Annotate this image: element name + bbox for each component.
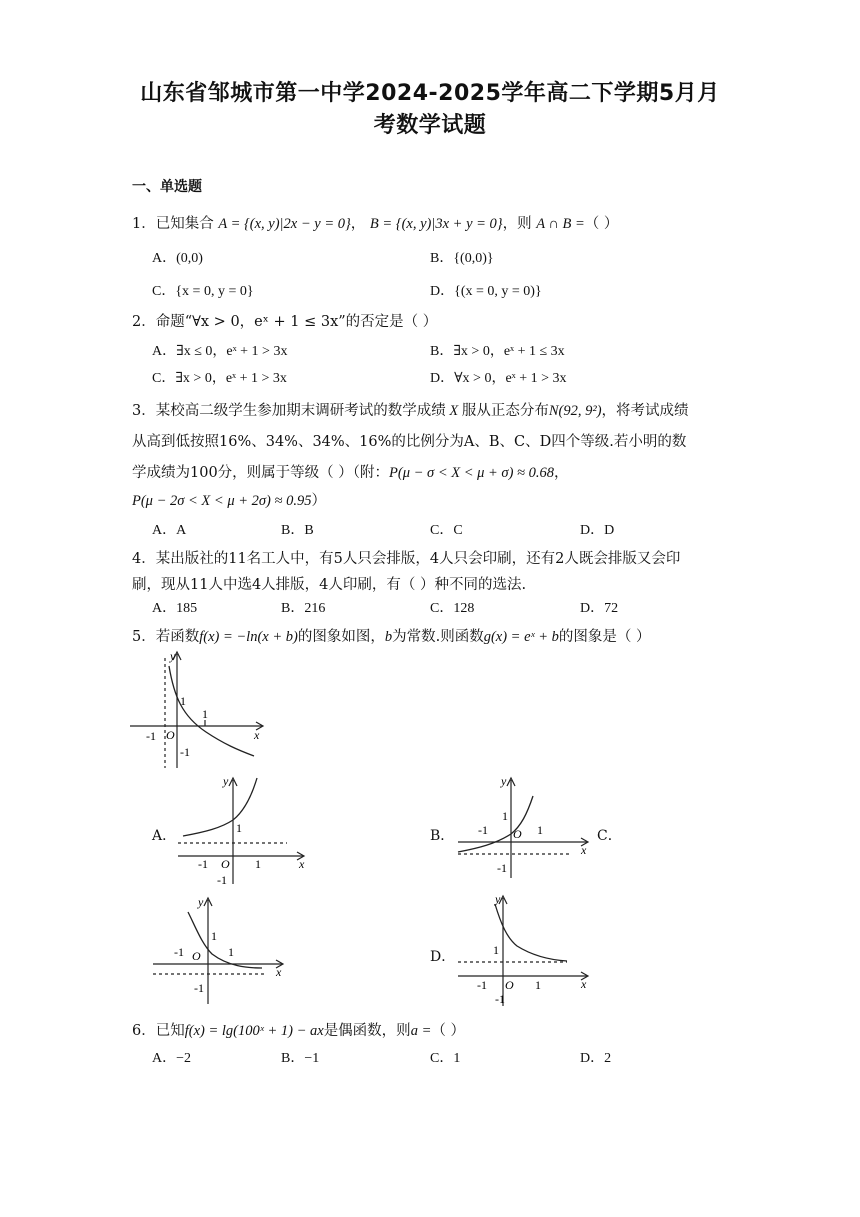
svg-text:1: 1: [236, 821, 242, 835]
q3-distribution: N(92, 9²): [548, 403, 602, 419]
q5-option-b-graph[interactable]: [455, 772, 595, 882]
question-4-line2: 刷，现从11人中选4人排版，4人印刷，有（ ）种不同的选法.: [132, 577, 527, 593]
svg-text:x: x: [276, 965, 282, 979]
svg-text:-1: -1: [174, 945, 184, 959]
svg-text:-1: -1: [477, 978, 487, 992]
q1-option-b[interactable]: B．{(0,0)}: [430, 251, 494, 266]
q5-f: f(x) = −ln(x + b): [199, 629, 298, 645]
svg-text:y: y: [223, 774, 229, 788]
q2-option-a[interactable]: A．∃x ≤ 0，eˣ + 1 > 3x: [152, 344, 288, 359]
question-1: 1．已知集合 A = {(x, y)|2x − y = 0}， B = {(x, y)|3x + y = 0}，则 A ∩ B =（ ）: [132, 216, 619, 232]
q3-option-c[interactable]: C．C: [430, 523, 463, 538]
question-2: 2．命题“∀x > 0，eˣ + 1 ≤ 3x”的否定是（ ）: [132, 314, 438, 330]
svg-text:O: O: [192, 949, 201, 963]
q5-g: g(x) = eˣ + b: [483, 629, 559, 645]
q6-a: a =: [410, 1023, 432, 1039]
svg-text:x: x: [581, 843, 587, 857]
q4-option-b[interactable]: B．216: [281, 601, 326, 616]
svg-text:y: y: [198, 895, 204, 909]
svg-text:1: 1: [535, 978, 541, 992]
svg-text:1: 1: [255, 857, 261, 871]
q6-f: f(x) = lg(100ˣ + 1) − ax: [184, 1023, 324, 1039]
q3-option-a[interactable]: A．A: [152, 523, 187, 538]
q3-option-b[interactable]: B．B: [281, 523, 314, 538]
q4-option-a[interactable]: A．185: [152, 601, 198, 616]
svg-text:O: O: [513, 827, 522, 841]
page-title-line1: 山东省邹城市第一中学2024-2025学年高二下学期5月月: [140, 81, 720, 106]
q5-given-graph: [128, 648, 273, 773]
svg-text:y: y: [170, 649, 176, 663]
q2-option-c[interactable]: C．∃x > 0，eˣ + 1 > 3x: [152, 371, 287, 386]
svg-text:x: x: [254, 728, 260, 742]
svg-text:-1: -1: [217, 873, 227, 887]
svg-text:x: x: [581, 977, 587, 991]
svg-text:1: 1: [537, 823, 543, 837]
svg-text:x: x: [299, 857, 305, 871]
q5-option-a-graph[interactable]: [175, 772, 310, 887]
q2-option-b[interactable]: B．∃x > 0，eˣ + 1 ≤ 3x: [430, 344, 565, 359]
svg-text:O: O: [166, 728, 175, 742]
question-3-line3: 学成绩为100分，则属于等级（ ）（附：P(μ − σ < X < μ + σ) ≈ 0.68，: [132, 465, 569, 481]
q5-option-a-label[interactable]: A．: [152, 828, 177, 844]
svg-text:1: 1: [211, 929, 217, 943]
q6-option-d[interactable]: D．2: [580, 1051, 612, 1066]
svg-text:1: 1: [493, 943, 499, 957]
svg-text:y: y: [501, 774, 507, 788]
question-3-line2: 从高到低按照16%、34%、34%、16%的比例分为A、B、C、D四个等级.若小明的数: [132, 434, 687, 450]
section-heading-single-choice: 一、单选题: [132, 179, 202, 195]
q4-option-c[interactable]: C．128: [430, 601, 475, 616]
q5-option-d-label[interactable]: D．: [430, 949, 456, 965]
question-5: 5．若函数f(x) = −ln(x + b)的图象如图，b为常数.则函数g(x) = eˣ + b的图象是（ ）: [132, 629, 651, 645]
svg-text:1: 1: [180, 694, 186, 708]
svg-text:-1: -1: [198, 857, 208, 871]
q6-option-c[interactable]: C．1: [430, 1051, 461, 1066]
q1-option-a[interactable]: A．(0,0): [152, 251, 203, 266]
q5-option-d-graph[interactable]: [455, 890, 595, 1010]
svg-text:-1: -1: [495, 992, 505, 1006]
question-4-line1: 4．某出版社的11名工人中，有5人只会排版，4人只会印刷，还有2人既会排版又会印: [132, 551, 681, 567]
svg-text:-1: -1: [180, 745, 190, 759]
question-3-line4: P(μ − 2σ < X < μ + 2σ) ≈ 0.95）: [132, 493, 326, 509]
page-title-line2: 考数学试题: [373, 113, 487, 138]
svg-text:-1: -1: [478, 823, 488, 837]
q3-prob-1: P(μ − σ < X < μ + σ) ≈ 0.68: [389, 465, 554, 481]
svg-text:-1: -1: [146, 729, 156, 743]
q1-option-d[interactable]: D．{(x = 0, y = 0)}: [430, 284, 542, 299]
q3-prob-2: P(μ − 2σ < X < μ + 2σ) ≈ 0.95: [132, 493, 312, 509]
q1-set-b: B = {(x, y)|3x + y = 0}: [369, 216, 503, 232]
q5-option-b-label[interactable]: B．: [430, 828, 455, 844]
svg-text:1: 1: [502, 809, 508, 823]
svg-text:O: O: [221, 857, 230, 871]
q4-option-d[interactable]: D．72: [580, 601, 619, 616]
q1-set-a: A = {(x, y)|2x − y = 0}: [218, 216, 351, 232]
q1-option-c[interactable]: C．{x = 0, y = 0}: [152, 284, 254, 299]
svg-text:-1: -1: [497, 861, 507, 875]
question-3-line1: 3．某校高二级学生参加期末调研考试的数学成绩 X 服从正态分布N(92, 9²)，将考试成绩: [132, 403, 689, 419]
svg-text:O: O: [505, 978, 514, 992]
q2-option-d[interactable]: D．∀x > 0，eˣ + 1 > 3x: [430, 371, 567, 386]
q5-option-c-graph[interactable]: [150, 892, 290, 1007]
svg-text:1: 1: [202, 707, 208, 721]
svg-text:y: y: [495, 892, 501, 906]
svg-text:-1: -1: [194, 981, 204, 995]
q1-expr: A ∩ B =: [536, 216, 585, 232]
q3-option-d[interactable]: D．D: [580, 523, 615, 538]
svg-text:1: 1: [228, 945, 234, 959]
q6-option-a[interactable]: A．−2: [152, 1051, 192, 1066]
q5-option-c-label[interactable]: C．: [597, 828, 622, 844]
q6-option-b[interactable]: B．−1: [281, 1051, 320, 1066]
question-6: 6．已知f(x) = lg(100ˣ + 1) − ax是偶函数，则a =（ ）: [132, 1023, 465, 1039]
